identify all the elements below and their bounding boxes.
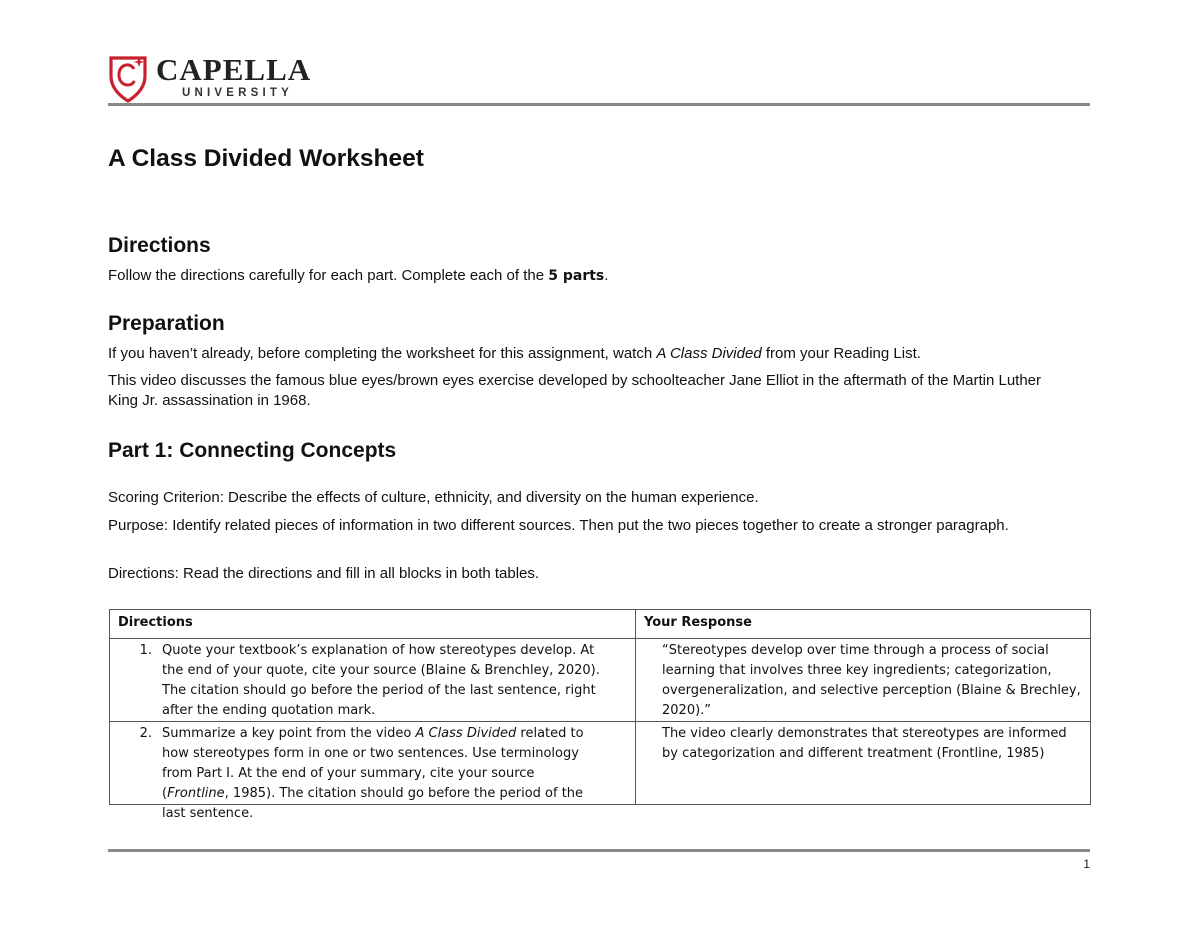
part1-directions: Directions: Read the directions and fill in all blocks in both tables. [108,565,540,582]
column-header-directions: Directions [110,610,636,639]
document-body [108,142,1090,582]
direction-text: Quote your textbook’s explanation of how stereotypes develop. At the end of your quote, cite your source (Blaine & Brenchley, 2020). The citation should go before the period of the last sentence, right after the ending quotation mark. [162,643,600,718]
direction-cell [110,722,636,821]
page-number: 1 [1083,857,1090,871]
preparation-heading: Preparation [108,312,225,335]
item-number: 1. [139,643,152,658]
part1-heading: Part 1: Connecting Concepts [108,439,397,462]
footer-rule [108,849,1090,852]
capella-shield-logo [108,52,148,102]
preparation-description: This video discusses the famous blue eyes/brown eyes exercise developed by schoolteacher Jane Elliot in the aftermath of the Martin Luther King Jr. assassination in 1968. [108,372,1042,409]
item-number: 2. [139,726,152,741]
table-row [110,639,1091,722]
response-cell[interactable] [636,639,1091,722]
table-row [110,722,1091,805]
table-header-row [110,610,1091,639]
purpose-text: Purpose: Identify related pieces of information in two different sources. Then put the two pieces together to create a stronger paragraph. [108,517,1009,534]
directions-heading: Directions [108,234,211,257]
preparation-text: If you haven’t already, before completing the worksheet for this assignment, watch A Class Divided from your Reading List. [108,345,921,362]
document-title: A Class Divided Worksheet [108,145,424,172]
response-text: The video clearly demonstrates that stereotypes are informed by categorization and different treatment (Frontline, 1985) [662,726,1067,761]
directions-text: Follow the directions carefully for each part. Complete each of the 5 parts. [108,267,609,284]
header-rule [108,103,1090,106]
column-header-response: Your Response [636,610,1091,639]
response-cell[interactable] [636,722,1091,805]
parts-count: 5 parts [548,268,605,284]
connecting-concepts-table [109,609,1091,821]
response-text: “Stereotypes develop over time through a process of social learning that involves three key ingredients; categorization, overgeneralization, and selective perception (Blaine & Brechley, 2020).” [662,643,1081,718]
brand-name: CAPELLA [156,52,312,87]
video-title: A Class Divided [656,345,762,362]
brand-subtitle: UNIVERSITY [182,87,294,99]
direction-cell [110,639,636,722]
direction-text: Summarize a key point from the video A Class Divided related to how stereotypes form in one or two sentences. Use terminology from Part I. At the end of your summary, cite your source (Frontline, 1985). The citation should go before the period of the last sentence. [162,726,584,821]
scoring-criterion: Scoring Criterion: Describe the effects of culture, ethnicity, and diversity on the human experience. [108,489,759,506]
